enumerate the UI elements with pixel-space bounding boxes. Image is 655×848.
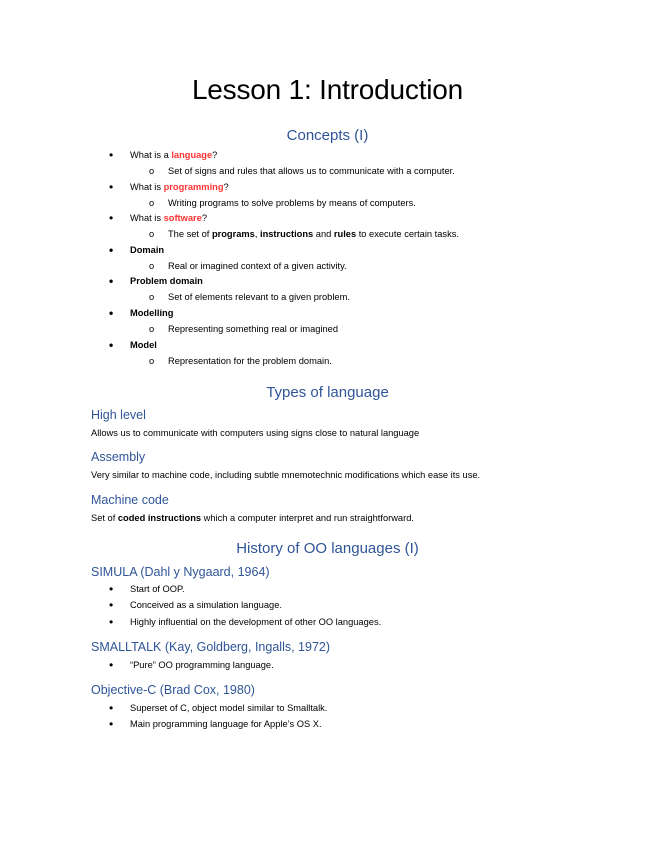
list-item: • Start of OOP.: [109, 582, 185, 596]
assembly-heading: Assembly: [91, 450, 146, 464]
sub-list-item: o Set of signs and rules that allows us to communicate with a computer.: [149, 166, 455, 176]
list-item: • Highly influential on the development of other OO languages.: [109, 615, 382, 629]
bullet-icon: •: [109, 338, 114, 352]
sub-list-item: o Set of elements relevant to a given problem.: [149, 292, 350, 302]
list-item: • What is a language?: [109, 148, 218, 162]
circle-bullet-icon: o: [149, 356, 155, 366]
circle-bullet-icon: o: [149, 198, 155, 208]
circle-bullet-icon: o: [149, 166, 155, 176]
list-item: • Conceived as a simulation language.: [109, 598, 282, 612]
circle-bullet-icon: o: [149, 261, 155, 271]
high-level-heading: High level: [91, 408, 146, 422]
sub-list-item: o Writing programs to solve problems by means of computers.: [149, 198, 416, 208]
sub-list-item: o The set of programs, instructions and rules to execute certain tasks.: [149, 229, 459, 239]
machine-code-heading: Machine code: [91, 493, 169, 507]
machine-code-text: Set of coded instructions which a computer interpret and run straightforward.: [91, 513, 414, 523]
high-level-text: Allows us to communicate with computers using signs close to natural language: [91, 428, 420, 438]
list-item: • Superset of C, object model similar to Smalltalk.: [109, 701, 328, 715]
concepts-heading: Concepts (I): [286, 127, 369, 144]
circle-bullet-icon: o: [149, 229, 155, 239]
list-item: • Main programming language for Apple’s OS X.: [109, 717, 322, 731]
assembly-text: Very similar to machine code, including subtle mnemotechnic modifications which ease its use.: [91, 470, 481, 480]
bullet-icon: •: [109, 615, 114, 629]
smalltalk-heading: SMALLTALK (Kay, Goldberg, Ingalls, 1972): [91, 640, 331, 654]
bullet-icon: •: [109, 211, 114, 225]
list-item: • Domain: [109, 243, 165, 257]
sub-list-item: o Representing something real or imagined: [149, 324, 339, 334]
circle-bullet-icon: o: [149, 292, 155, 302]
bullet-icon: •: [109, 243, 114, 257]
bullet-icon: •: [109, 274, 114, 288]
page-title: Lesson 1: Introduction: [191, 74, 464, 105]
list-item: • “Pure” OO programming language.: [109, 658, 274, 672]
list-item: • Modelling: [109, 306, 174, 320]
history-heading: History of OO languages (I): [236, 540, 419, 557]
bullet-icon: •: [109, 180, 114, 194]
sub-list-item: o Representation for the problem domain.: [149, 356, 332, 366]
sub-list-item: o Real or imagined context of a given activity.: [149, 261, 347, 271]
bullet-icon: •: [109, 717, 114, 731]
bullet-icon: •: [109, 148, 114, 162]
circle-bullet-icon: o: [149, 324, 155, 334]
simula-heading: SIMULA (Dahl y Nygaard, 1964): [91, 565, 270, 579]
bullet-icon: •: [109, 582, 114, 596]
bullet-icon: •: [109, 701, 114, 715]
list-item: • What is programming?: [109, 180, 229, 194]
bullet-icon: •: [109, 598, 114, 612]
objc-heading: Objective-C (Brad Cox, 1980): [91, 683, 255, 697]
bullet-icon: •: [109, 658, 114, 672]
list-item: • Problem domain: [109, 274, 203, 288]
list-item: • Model: [109, 338, 157, 352]
types-heading: Types of language: [266, 384, 389, 401]
bullet-icon: •: [109, 306, 114, 320]
list-item: • What is software?: [109, 211, 207, 225]
